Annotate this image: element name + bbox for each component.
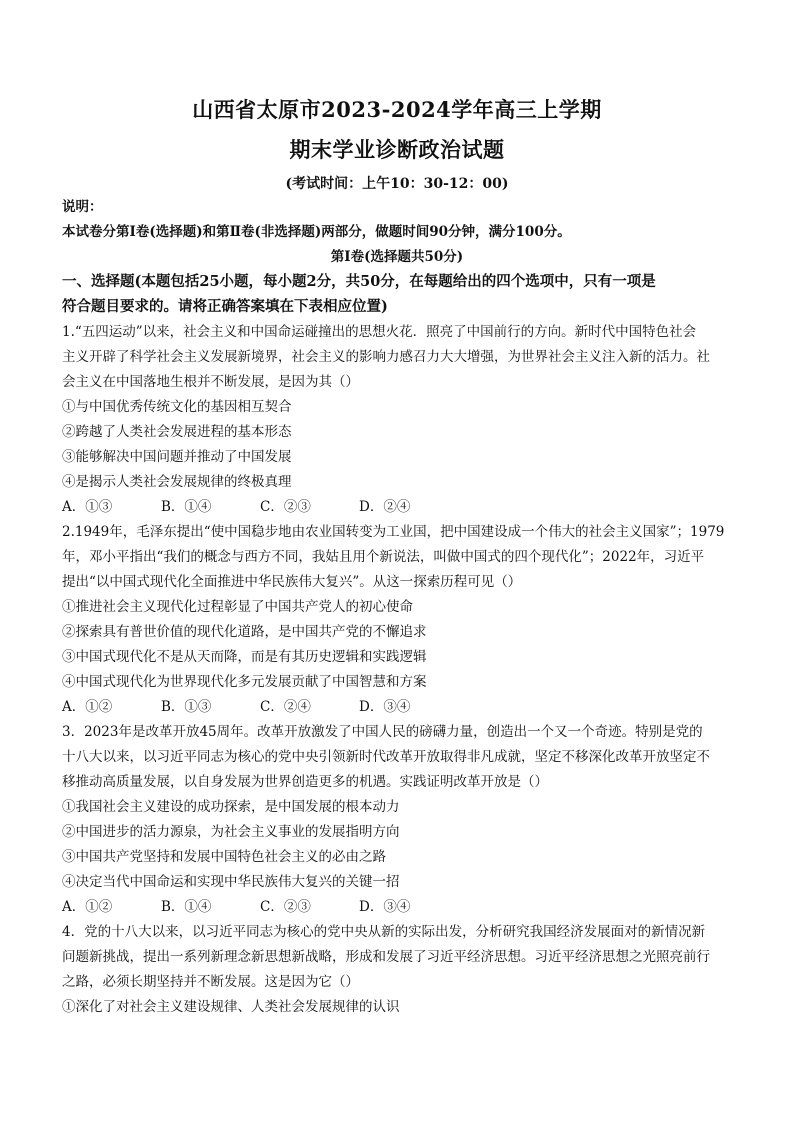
statement-item: ④决定当代中国命运和实现中华民族伟大复兴的关键一招 — [62, 874, 400, 890]
option-c[interactable]: C．②③ — [260, 499, 311, 515]
option-c[interactable]: C．②④ — [260, 699, 311, 715]
exam-time: (考试时间：上午10：30-12：00) — [285, 176, 509, 192]
statement-item: ②中国进步的活力源泉，为社会主义事业的发展指明方向 — [62, 824, 400, 840]
question-stem-line: 提出“以中国式现代化全面推进中华民族伟大复兴”。从这一探索历程可见（） — [62, 574, 522, 590]
section-intro-line2: 符合题目要求的。请将正确答案填在下表相应位置) — [62, 298, 388, 315]
section-intro-line1: 一、选择题(本题包括25小题，每小题2分，共50分，在每题给出的四个选项中，只有一项是 — [62, 273, 656, 290]
question-stem-line: 年，邓小平指出“我们的概念与西方不同，我姑且用个新说法，叫做中国式的四个现代化”；2022年，习近平 — [62, 549, 705, 565]
question-stem-line: 十八大以来，以习近平同志为核心的党中央引领新时代改革开放取得非凡成就，坚定不移深化改革开放坚定不 — [62, 749, 710, 765]
question-stem-line: 1.“五四运动”以来，社会主义和中国命运碰撞出的思想火花．照亮了中国前行的方向。新时代中国特色社会 — [62, 324, 697, 340]
statement-item: ①与中国优秀传统文化的基因相互契合 — [62, 399, 292, 415]
section-title: 第Ⅰ卷(选择题共50分) — [330, 249, 464, 265]
option-a[interactable]: A．①② — [62, 699, 113, 715]
statement-item: ①深化了对社会主义建设规律、人类社会发展规律的认识 — [62, 999, 400, 1015]
question-stem-line: 问题新挑战，提出一系列新理念新思想新战略，形成和发展了习近平经济思想。习近平经济思想之光照亮前行 — [62, 949, 710, 965]
statement-item: ①我国社会主义建设的成功探索，是中国发展的根本动力 — [62, 799, 400, 815]
option-a[interactable]: A．①③ — [62, 499, 113, 515]
option-d[interactable]: D．③④ — [359, 899, 411, 915]
statement-item: ④中国式现代化为世界现代化多元发展贡献了中国智慧和方案 — [62, 674, 427, 690]
exam-title-line2: 期末学业诊断政治试题 — [289, 137, 505, 162]
option-d[interactable]: D．③④ — [359, 699, 411, 715]
question-stem-line: 2.1949年，毛泽东提出“使中国稳步地由农业国转变为工业国，把中国建设成一个伟大的社会主义国家”；1979 — [62, 524, 725, 540]
statement-item: ③中国式现代化不是从天而降，而是有其历史逻辑和实践逻辑 — [62, 649, 427, 665]
statement-item: ③中国共产党坚持和发展中国特色社会主义的必由之路 — [62, 849, 386, 865]
question-stem-line: 移推动高质量发展，以自身发展为世界创造更多的机遇。实践证明改革开放是（） — [62, 774, 548, 790]
option-b[interactable]: B．①④ — [161, 499, 212, 515]
statement-item: ③能够解决中国问题并推动了中国发展 — [62, 449, 292, 465]
option-b[interactable]: B．①④ — [161, 899, 212, 915]
question-stem-line: 会主义在中国落地生根并不断发展，是因为其（） — [62, 374, 359, 390]
question-stem-line: 之路，必须长期坚持并不断发展。这是因为它（） — [62, 974, 359, 990]
question-stem-line: 3．2023年是改革开放45周年。改革开放激发了中国人民的磅礴力量，创造出一个又一个奇迹。特别是党的 — [62, 724, 703, 740]
instructions-label: 说明： — [62, 199, 103, 215]
option-c[interactable]: C．②③ — [260, 899, 311, 915]
option-d[interactable]: D．②④ — [359, 499, 411, 515]
question-stem-line: 4．党的十八大以来，以习近平同志为核心的党中央从新的实际出发，分析研究我国经济发展面对的新情况新 — [62, 924, 706, 940]
statement-item: ②探索具有普世价值的现代化道路，是中国共产党的不懈追求 — [62, 624, 427, 640]
instructions-text: 本试卷分第Ⅰ卷(选择题)和第Ⅱ卷(非选择题)两部分，做题时间90分钟，满分100分。 — [62, 224, 571, 240]
option-a[interactable]: A．①② — [62, 899, 113, 915]
statement-item: ④是揭示人类社会发展规律的终极真理 — [62, 474, 292, 490]
question-stem-line: 主义开辟了科学社会主义发展新境界，社会主义的影响力感召力大大增强，为世界社会主义注入新的活力。社 — [62, 349, 710, 365]
exam-title-line1: 山西省太原市2023-2024学年高三上学期 — [192, 97, 602, 122]
option-b[interactable]: B．①③ — [161, 699, 212, 715]
statement-item: ①推进社会主义现代化过程彰显了中国共产党人的初心使命 — [62, 599, 413, 615]
statement-item: ②跨越了人类社会发展进程的基本形态 — [62, 424, 292, 440]
